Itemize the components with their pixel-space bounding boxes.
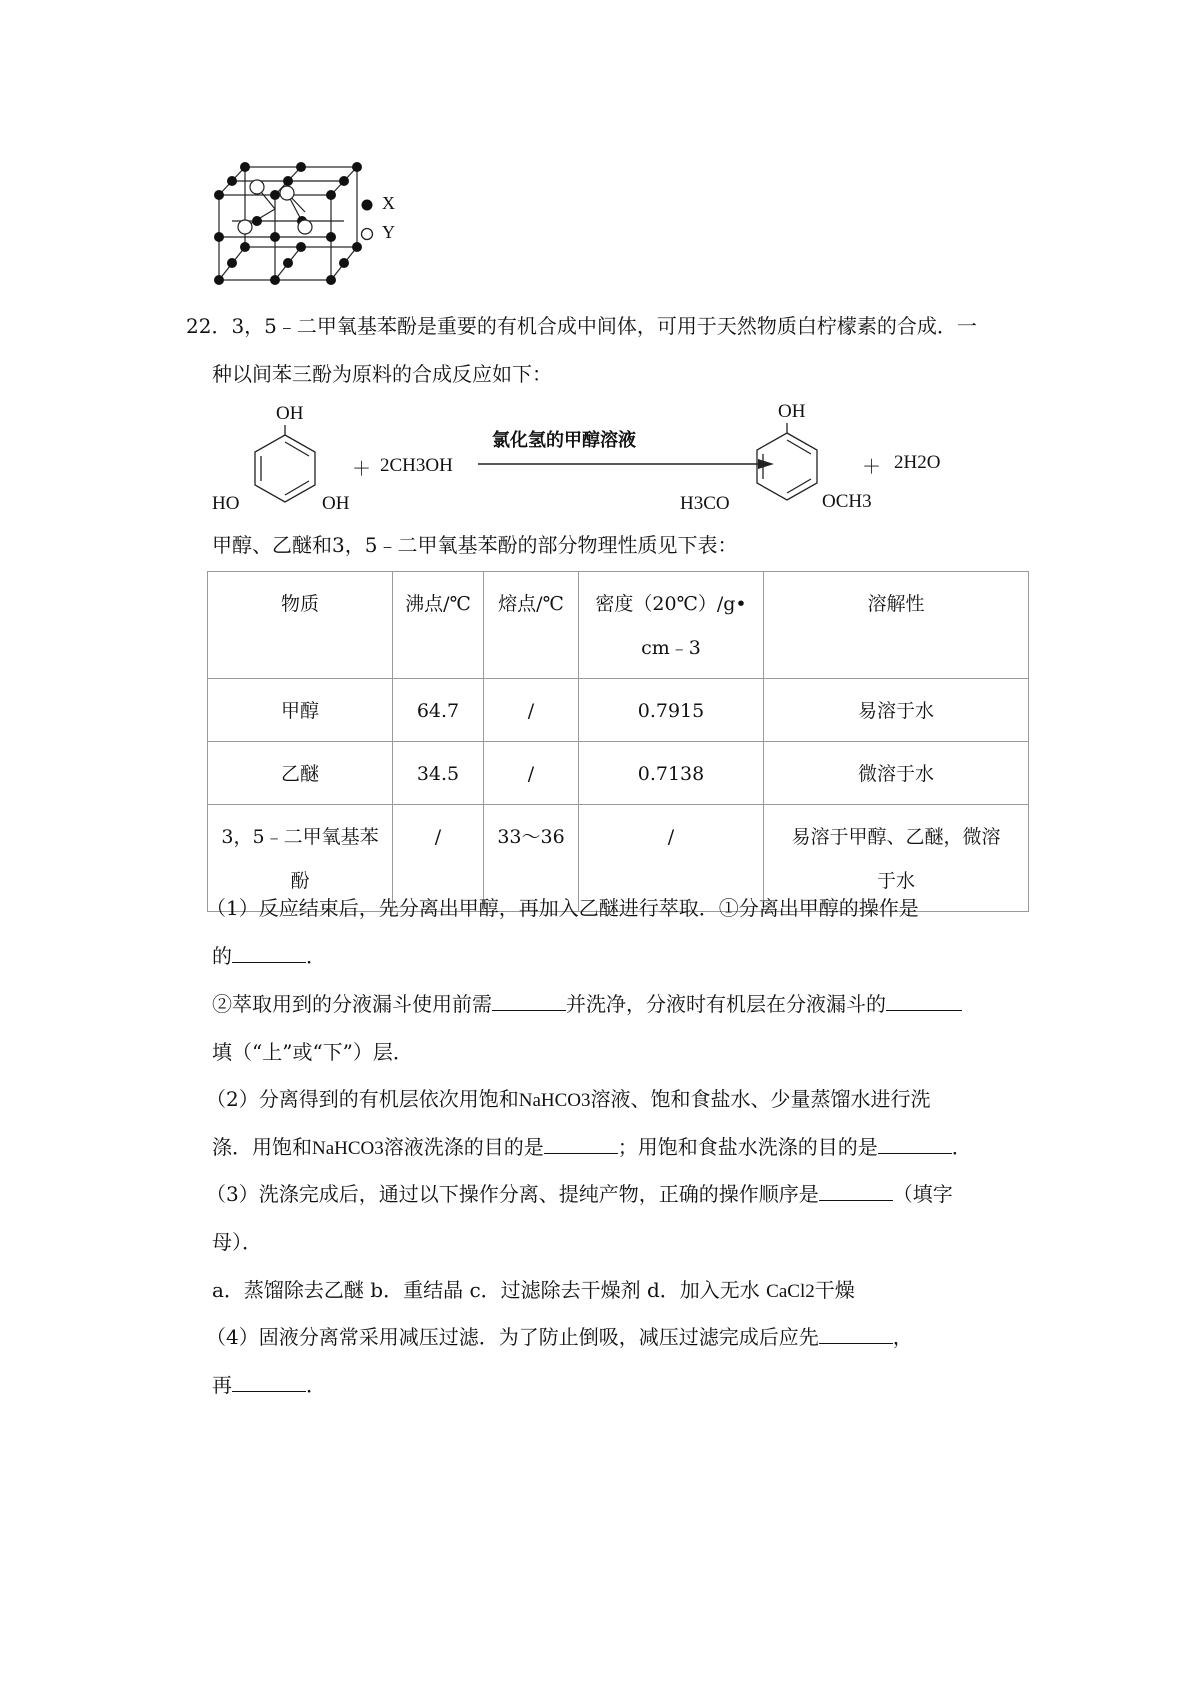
part3-options — [212, 1277, 855, 1305]
cell-melting-point: 33～36 — [484, 805, 579, 912]
table-row — [208, 742, 1029, 805]
cell-boiling-point: 34.5 — [393, 742, 484, 805]
legend-y-marker — [360, 227, 374, 241]
cell-substance-line2: 酚 — [290, 870, 310, 892]
properties-table — [207, 571, 1029, 912]
answer-blank[interactable] — [492, 992, 566, 1011]
table-row — [208, 679, 1029, 742]
answer-blank[interactable] — [819, 1325, 893, 1344]
question-number: 22． — [186, 314, 232, 338]
part4-line1-text-b: ， — [892, 1325, 913, 1349]
header-melting-point: 熔点/℃ — [484, 572, 579, 679]
cell-density: / — [579, 805, 764, 912]
cell-melting-point: / — [484, 742, 579, 805]
part1-line2-text: 的 — [212, 944, 232, 968]
table-header-row — [208, 572, 1029, 679]
part4-line1 — [206, 1324, 913, 1350]
part4-line2 — [212, 1372, 326, 1398]
part3-options-text: a．蒸馏除去乙醚 b．重结晶 c．过滤除去干燥剂 d．加入无水 — [212, 1278, 760, 1302]
reagent-methanol: 2CH3OH — [380, 455, 453, 476]
part4-line2-text-a: 再 — [212, 1373, 232, 1397]
reactant-top-oh: OH — [276, 403, 304, 424]
cell-substance: 乙醚 — [208, 742, 393, 805]
part2-line2-text-a: 涤．用饱和 — [212, 1135, 312, 1159]
legend-x-label: X — [382, 193, 395, 213]
header-density-line2: cm﹣3 — [641, 637, 701, 659]
answer-blank[interactable] — [232, 1373, 306, 1392]
part3-options-end: 干燥 — [814, 1278, 855, 1302]
answer-blank[interactable] — [232, 944, 306, 963]
answer-blank[interactable] — [886, 992, 962, 1011]
crystal-structure-diagram — [205, 157, 425, 285]
product-right-methoxy: OCH3 — [822, 491, 872, 512]
header-density — [579, 572, 764, 679]
cell-substance-line1: 3，5﹣二甲氧基苯 — [221, 826, 379, 848]
legend-x-marker — [360, 198, 374, 212]
reactant-right-oh: OH — [322, 493, 350, 514]
header-density-line1: 密度（20℃）/g• — [595, 593, 747, 615]
question-intro-line2: 种以间苯三酚为原料的合成反应如下： — [212, 362, 552, 386]
byproduct-water: 2H2O — [894, 452, 941, 473]
cell-substance: 甲醇 — [208, 679, 393, 742]
cell-density: 0.7138 — [579, 742, 764, 805]
answer-blank[interactable] — [819, 1182, 893, 1201]
reaction-condition: 氯化氢的甲醇溶液 — [492, 430, 636, 451]
reactant-phloroglucinol-structure — [240, 425, 330, 505]
part2-line1-text-a: （2）分离得到的有机层依次用饱和 — [206, 1087, 519, 1111]
part2-line2-text-b: 溶液洗涤的目的是 — [383, 1135, 544, 1159]
part2-line2-end: ． — [951, 1135, 972, 1159]
part1-sub2-line2: 填（“上”或“下”）层． — [212, 1040, 413, 1064]
part3-line1-text-b: （填字 — [892, 1182, 953, 1206]
product-top-oh: OH — [778, 401, 806, 422]
part3-line1 — [206, 1181, 953, 1207]
part2-line2-formula: NaHCO3 — [312, 1138, 384, 1159]
question-intro-line1 — [186, 313, 977, 339]
part2-line1-text-b: 溶液、饱和食盐水、少量蒸馏水进行洗 — [590, 1087, 931, 1111]
part4-line1-text-a: （4）固液分离常采用减压过滤．为了防止倒吸，减压过滤完成后应先 — [206, 1325, 819, 1349]
answer-blank[interactable] — [878, 1135, 952, 1154]
cell-solubility: 微溶于水 — [764, 742, 1029, 805]
table-intro: 甲醇、乙醚和3，5﹣二甲氧基苯酚的部分物理性质见下表： — [212, 533, 738, 557]
answer-blank[interactable] — [544, 1135, 618, 1154]
part4-line2-end: ． — [306, 1373, 326, 1397]
part3-options-formula: CaCl2 — [766, 1281, 815, 1302]
reaction-arrow — [478, 456, 774, 472]
part2-line2 — [212, 1134, 972, 1162]
cell-boiling-point: 64.7 — [393, 679, 484, 742]
part2-line1-formula: NaHCO3 — [518, 1090, 591, 1111]
part1-sub2-text-b: 并洗净，分液时有机层在分液漏斗的 — [566, 992, 886, 1016]
cell-density: 0.7915 — [579, 679, 764, 742]
part2-line1 — [206, 1086, 931, 1114]
cell-melting-point: / — [484, 679, 579, 742]
cell-solubility-line1: 易溶于甲醇、乙醚，微溶 — [791, 826, 1001, 848]
part1-sub2-text-a: ②萃取用到的分液漏斗使用前需 — [212, 992, 492, 1016]
part1-line1: （1）反应结束后，先分离出甲醇，再加入乙醚进行萃取．①分离出甲醇的操作是 — [206, 896, 919, 920]
part1-sub2-line1 — [212, 991, 962, 1017]
header-solubility: 溶解性 — [764, 572, 1029, 679]
header-substance: 物质 — [208, 572, 393, 679]
part2-line2-text-c: ；用饱和食盐水洗涤的目的是 — [617, 1135, 878, 1159]
plus-sign-1: ＋ — [352, 459, 372, 480]
question-intro-text: 3，5﹣二甲氧基苯酚是重要的有机合成中间体，可用于天然物质白柠檬素的合成．一 — [231, 314, 977, 338]
part1-line2 — [212, 943, 326, 969]
header-boiling-point: 沸点/℃ — [393, 572, 484, 679]
part3-line2: 母）． — [212, 1230, 262, 1254]
plus-sign-2: ＋ — [862, 457, 882, 478]
product-dimethoxyphenol-structure — [742, 423, 832, 503]
product-left-methoxy: H3CO — [680, 493, 730, 514]
reactant-left-oh: HO — [212, 493, 240, 514]
cell-solubility-line2: 于水 — [876, 870, 915, 892]
part3-line1-text-a: （3）洗涤完成后，通过以下操作分离、提纯产物，正确的操作顺序是 — [206, 1182, 819, 1206]
part1-line2-end: ． — [306, 944, 326, 968]
cell-solubility: 易溶于水 — [764, 679, 1029, 742]
legend-y-label: Y — [382, 222, 395, 242]
cell-boiling-point: / — [393, 805, 484, 912]
